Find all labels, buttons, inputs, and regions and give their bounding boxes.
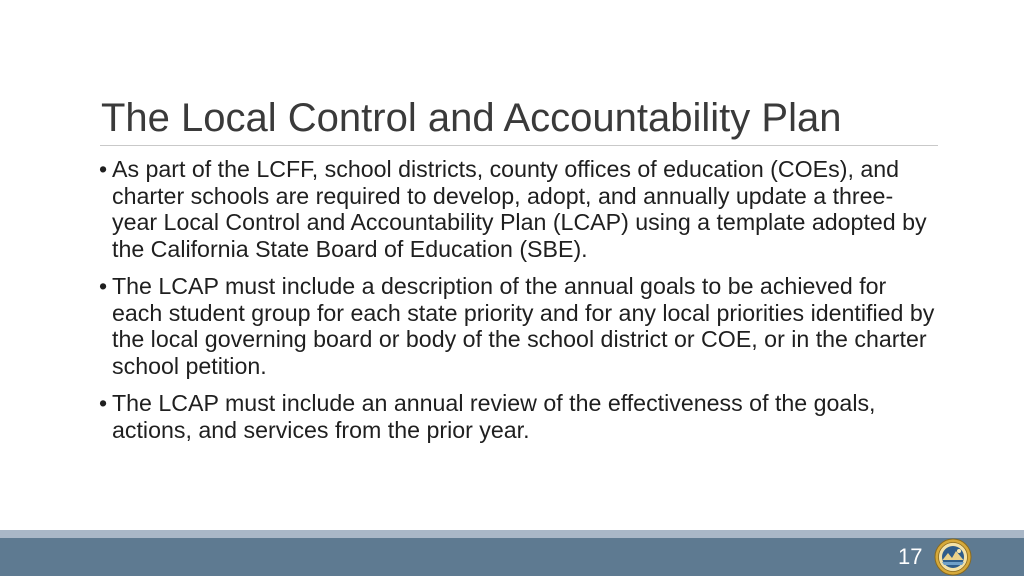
- bullet-text: As part of the LCFF, school districts, county offices of education (COEs), and charter schools are required to develop, adopt, and annually update a three-year Local Control and Accountability Plan (LCAP) using a template adopted by the California State Board of Education (SBE).: [112, 156, 927, 262]
- bullet-marker: •: [99, 390, 108, 416]
- bullet-item: [97, 390, 937, 443]
- slide-title: The Local Control and Accountability Plan: [101, 96, 842, 140]
- bullet-text: The LCAP must include an annual review of the effectiveness of the goals, actions, and services from the prior year.: [112, 390, 876, 443]
- footer-bar: [0, 538, 1024, 576]
- footer-stripe: [0, 530, 1024, 538]
- bullet-item: [97, 156, 937, 262]
- page-number: 17: [898, 544, 923, 569]
- footer: [0, 530, 1024, 576]
- bullet-marker: •: [99, 273, 108, 299]
- bullet-marker: •: [99, 156, 108, 182]
- title-divider: [100, 145, 938, 146]
- bullet-item: [97, 273, 937, 379]
- state-seal-icon: [934, 538, 972, 576]
- bullet-text: The LCAP must include a description of the annual goals to be achieved for each student group for each state priority and for any local priorities identified by the local governing board or body of the school district or COE, or in the charter school petition.: [112, 273, 935, 379]
- bullet-list: [97, 156, 937, 454]
